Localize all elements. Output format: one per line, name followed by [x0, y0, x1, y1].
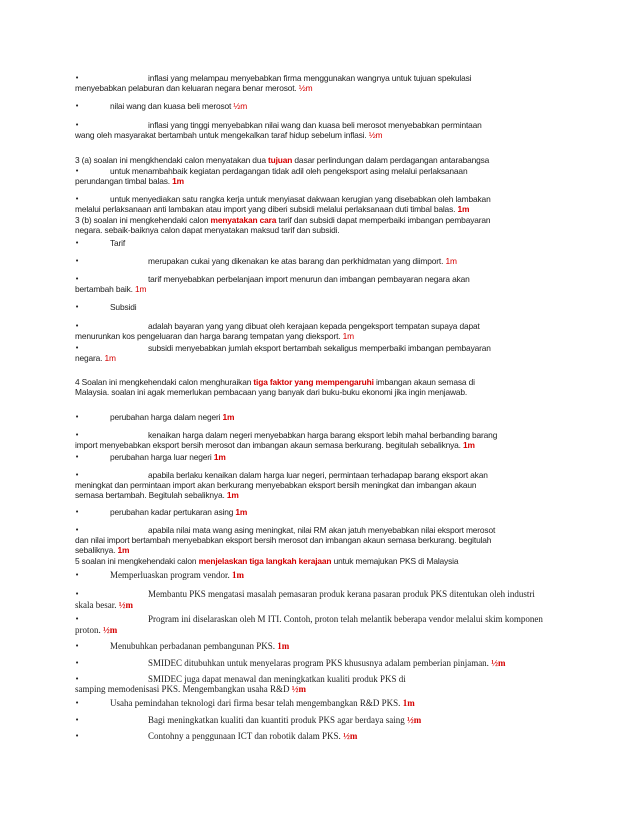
line-text: SMIDEC ditubuhkan untuk menyelaras program PKS khususnya adalam pemberian pinjaman. [148, 658, 492, 668]
line-text: tarif menyebabkan perbelanjaan import menurun dan imbangan pembayaran negara akan [148, 274, 470, 284]
line-text: nilai wang dan kuasa beli merosot [110, 101, 234, 111]
line-text: perubahan harga dalam negeri [110, 412, 223, 422]
bullet-icon: • [75, 195, 80, 203]
bullet-icon: • [75, 508, 80, 516]
line-text: menyebabkan pelaburan dan keluaran negara benar merosot. [75, 83, 299, 93]
text-line [75, 130, 382, 140]
line-text: SMIDEC juga dapat menawal dan meningkatkan kualiti produk PKS di [148, 674, 406, 684]
line-text: negara. [75, 353, 105, 363]
text-line [148, 674, 406, 684]
mark-label: tujuan [268, 155, 293, 165]
text-line [75, 83, 312, 93]
text-line [110, 101, 247, 111]
line-text: perubahan harga luar negeri [110, 452, 214, 462]
mark-label: 1m [402, 698, 415, 708]
mark-label: tiga faktor yang mempengaruhi [253, 377, 374, 387]
bullet-icon: • [75, 239, 80, 247]
text-line [148, 430, 497, 440]
mark-label: menyatakan cara [210, 215, 277, 225]
line-text: untuk menambahbaik kegiatan perdagangan tidak adil oleh pengeksport asing melalui perlaksanaan [110, 166, 468, 176]
text-line [75, 155, 489, 165]
text-line [148, 715, 421, 725]
mark-label: 1m [342, 331, 354, 341]
line-text: negara. sebaik-baiknya calon dapat menyatakan maksud tarif dan subsidi. [75, 225, 340, 235]
line-text: Memperluaskan program vendor. [110, 570, 232, 580]
line-text: meningkat dan permintaan import akan berkurang menyebabkan eksport bersih meningkat dan imbangan akaun [75, 480, 477, 490]
bullet-icon: • [75, 121, 80, 129]
line-text: kenaikan harga dalam negeri menyebabkan harga barang eksport lebih mahal berbanding barang [148, 430, 498, 440]
text-line [148, 470, 488, 480]
line-text: Usaha pemindahan teknologi dari firma besar telah mengembangkan R&D PKS. [110, 698, 403, 708]
text-line [75, 490, 239, 500]
mark-label: ½m [491, 658, 506, 668]
bullet-icon: • [75, 167, 80, 175]
text-line [110, 641, 289, 651]
mark-label: ½m [406, 715, 422, 725]
line-text: imbangan akaun semasa di [373, 377, 475, 387]
mark-label: 1m [463, 440, 475, 450]
bullet-icon: • [75, 699, 80, 707]
text-line [75, 284, 146, 294]
bullet-icon: • [75, 303, 80, 311]
line-text: melalui perlaksanaan anti lambakan atau import yang diberi subsidi melalui perlaksanaan duti timbal balas. [75, 204, 458, 214]
text-line [75, 204, 469, 214]
text-line [75, 480, 476, 490]
mark-label: ½m [118, 600, 133, 610]
line-text: bertambah baik. [75, 284, 135, 294]
bullet-icon: • [75, 322, 80, 330]
bullet-icon: • [75, 571, 80, 579]
mark-label: ½m [103, 625, 118, 635]
line-text: wang oleh masyarakat bertambah untuk mengekalkan taraf hidup sebelum inflasi. [75, 130, 369, 140]
line-text: subsidi menyebabkan jumlah eksport bertambah sekaligus memperbaiki imbangan pembayaran [148, 343, 491, 353]
bullet-icon: • [75, 675, 80, 683]
bullet-icon: • [75, 732, 80, 740]
text-line [148, 321, 480, 331]
mark-label: ½m [233, 101, 248, 111]
line-text: apabila nilai mata wang asing meningkat, nilai RM akan jatuh menyebabkan nilai eksport merosot [148, 525, 496, 535]
text-line [75, 377, 475, 387]
line-text: untuk menyediakan satu rangka kerja untuk menyiasat dakwaan kerugian yang disebabkan oleh lambakan [110, 194, 491, 204]
mark-label: 1m [226, 490, 239, 500]
line-text: proton. [75, 625, 103, 635]
mark-label: menjelaskan tiga langkah kerajaan [198, 556, 332, 566]
line-text: adalah bayaran yang yang dibuat oleh kerajaan kepada pengeksport tempatan supaya dapat [148, 321, 480, 331]
line-text: 3 (a) soalan ini mengkhendaki calon menyatakan dua [75, 155, 269, 165]
text-line [110, 194, 491, 204]
bullet-icon: • [75, 590, 80, 598]
mark-label: 1m [104, 353, 116, 363]
mark-label: 1m [134, 284, 147, 294]
mark-label: ½m [291, 684, 306, 694]
line-text: Subsidi [110, 302, 137, 312]
bullet-icon: • [75, 102, 80, 110]
line-text: import menyebabkan eksport bersih merosot dan imbangan akaun semasa berkurang. begitulah sebaliknya. [75, 440, 464, 450]
text-line [75, 684, 306, 694]
text-line [75, 535, 491, 545]
mark-label: 1m [222, 412, 235, 422]
bullet-icon: • [75, 526, 80, 534]
bullet-icon: • [75, 431, 80, 439]
text-line [110, 570, 244, 580]
text-line [110, 412, 234, 422]
text-line [110, 238, 125, 248]
line-text: Membantu PKS mengatasi masalah pemasaran produk kerana pasaran produk PKS ditentukan oleh industri [148, 589, 535, 599]
mark-label: 1m [445, 256, 457, 266]
text-line [148, 274, 470, 284]
bullet-icon: • [75, 716, 80, 724]
text-line [148, 589, 535, 599]
text-line [75, 353, 116, 363]
text-line [148, 73, 471, 83]
mark-label: ½m [298, 83, 313, 93]
text-line [148, 120, 482, 130]
text-line [75, 176, 184, 186]
text-line [75, 545, 129, 555]
text-line [148, 525, 495, 535]
mark-label: 1m [235, 507, 248, 517]
text-line [148, 343, 491, 353]
mark-label: 1m [277, 641, 290, 651]
bullet-icon: • [75, 615, 80, 623]
text-line [75, 600, 133, 610]
line-text: inflasi yang tinggi menyebabkan nilai wang dan kuasa beli merosot menyebabkan permintaan [148, 120, 482, 130]
text-line [110, 452, 226, 462]
bullet-icon: • [75, 257, 80, 265]
text-line [148, 731, 357, 741]
text-line [75, 440, 475, 450]
line-text: perundangan timbal balas. [75, 176, 173, 186]
line-text: 4 Soalan ini mengkehendaki calon menghuraikan [75, 377, 254, 387]
line-text: apabila berlaku kenaikan dalam harga luar negeri, permintaan terhadapap barang eksport akan [148, 470, 488, 480]
line-text: menurunkan kos pengeluaran dan harga barang tempatan yang dieksport. [75, 331, 343, 341]
text-line [148, 658, 505, 668]
bullet-icon: • [75, 642, 80, 650]
text-line [148, 614, 543, 624]
bullet-icon: • [75, 344, 80, 352]
line-text: Contohny a penggunaan ICT dan robotik dalam PKS. [148, 731, 344, 741]
bullet-icon: • [75, 659, 80, 667]
bullet-icon: • [75, 275, 80, 283]
bullet-icon: • [75, 453, 80, 461]
line-text: samping memodenisasi PKS. Mengembangkan usaha R&D [75, 684, 292, 694]
line-text: Program ini diselaraskan oleh M ITI. Contoh, proton telah melantik beberapa vendor melalui skim komponen [148, 614, 543, 624]
text-line [148, 256, 457, 266]
line-text: merupakan cukai yang dikenakan ke atas barang dan perkhidmatan yang diimport. [148, 256, 446, 266]
line-text: dan nilai import bertambah menyebabkan eksport bersih merosot dan imbangan akaun semasa berkurang. begitulah [75, 535, 492, 545]
line-text: tarif dan subsidi dapat memperbaiki imbangan pembayaran [276, 215, 491, 225]
mark-label: 1m [231, 570, 244, 580]
text-line [75, 387, 467, 397]
bullet-icon: • [75, 413, 80, 421]
line-text: 5 soalan ini mengkehendaki calon [75, 556, 199, 566]
line-text: untuk memajukan PKS di Malaysia [331, 556, 459, 566]
text-line [75, 215, 490, 225]
line-text: 3 (b) soalan ini mengkehendaki calon [75, 215, 211, 225]
line-text: Tarif [110, 238, 126, 248]
text-line [75, 331, 354, 341]
mark-label: ½m [343, 731, 358, 741]
text-line [75, 556, 458, 566]
bullet-icon: • [75, 471, 80, 479]
text-line [110, 166, 467, 176]
line-text: dasar perlindungan dalam perdagangan antarabangsa [292, 155, 490, 165]
mark-label: 1m [172, 176, 184, 186]
text-line [110, 302, 136, 312]
mark-label: 1m [213, 452, 226, 462]
line-text: Bagi meningkatkan kualiti dan kuantiti produk PKS agar berdaya saing [148, 715, 407, 725]
line-text: perubahan kadar pertukaran asing [110, 507, 236, 517]
mark-label: 1m [457, 204, 470, 214]
text-line [75, 625, 117, 635]
line-text: skala besar. [75, 600, 119, 610]
line-text: Menubuhkan perbadanan pembangunan PKS. [110, 641, 278, 651]
mark-label: ½m [368, 130, 383, 140]
text-line [75, 225, 340, 235]
line-text: inflasi yang melampau menyebabkan firma menggunakan wangnya untuk tujuan spekulasi [148, 73, 472, 83]
text-line [110, 507, 247, 517]
text-line [110, 698, 415, 708]
line-text: Malaysia. soalan ini agak memerlukan pembacaan yang banyak dari buku-buku ekonomi jika ingin menjawab. [75, 387, 468, 397]
line-text: semasa bertambah. Begitulah sebaliknya. [75, 490, 227, 500]
mark-label: 1m [117, 545, 130, 555]
bullet-icon: • [75, 74, 80, 82]
line-text: sebaliknya. [75, 545, 118, 555]
